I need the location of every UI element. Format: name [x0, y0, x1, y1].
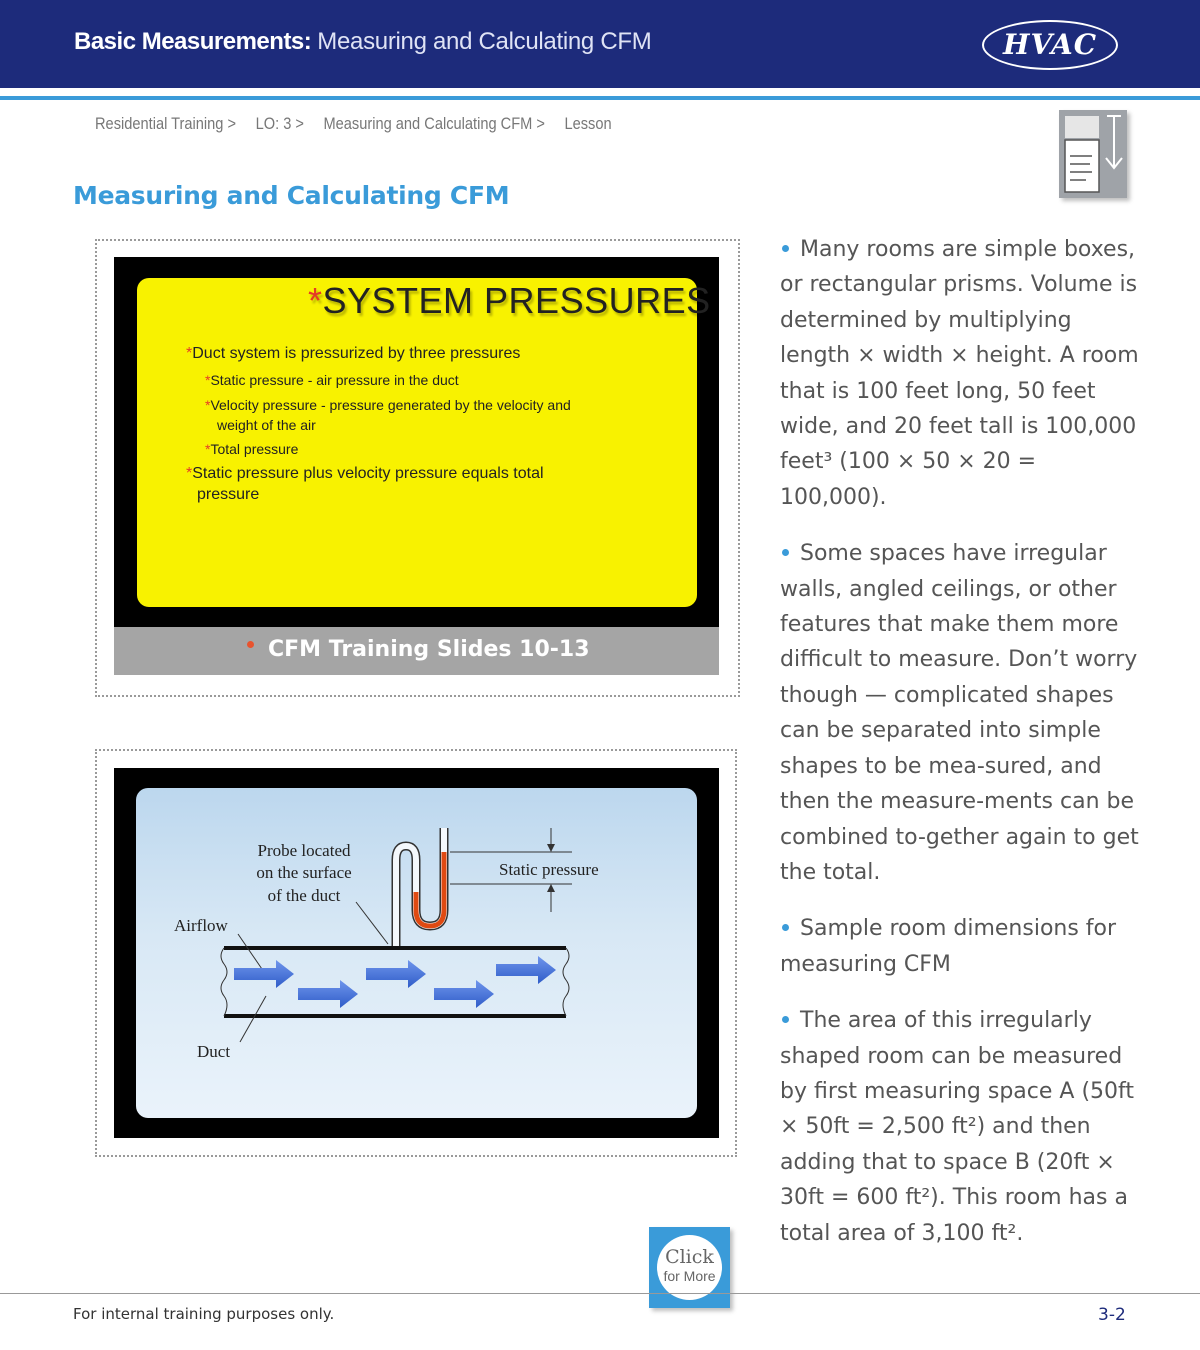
bullet-dot-icon: [782, 245, 789, 252]
static-pressure-diagram: [136, 788, 697, 1118]
page-title: Measuring and Calculating CFM: [73, 181, 510, 210]
airflow-arrows: [234, 956, 556, 1008]
lesson-paragraph-4: [780, 1003, 1140, 1251]
probe-label-line-2: on the surface: [256, 863, 352, 882]
duct-leader-line: [240, 996, 266, 1042]
duct-label: Duct: [197, 1042, 231, 1061]
manometer-tube: [396, 828, 444, 946]
breadcrumb-item-lo[interactable]: LO: 3 >: [255, 114, 304, 133]
document-scroll-glyph: [1059, 110, 1127, 198]
bullet-dot-icon: [782, 924, 789, 931]
footer-divider: [0, 1293, 1200, 1294]
probe-leader-line: [356, 902, 388, 944]
click-for-more-badge: [657, 1235, 722, 1300]
airflow-leader-line: [238, 934, 264, 972]
breadcrumb-item-residential-training[interactable]: Residential Training >: [95, 114, 237, 133]
asterisk-bullet-icon: *: [205, 372, 211, 388]
lesson-paragraph-text: Many rooms are simple boxes, or rectangular prisms. Volume is determined by multiplying length × width × height. A room that is 100 feet long, 50 feet wide, and 20 feet tall is 100,000 feet³ (100 × 50 × 20 = 100,000).: [780, 237, 1139, 510]
duct-walls: [221, 948, 569, 1016]
slide-subbullet-text: Total pressure: [210, 441, 299, 457]
static-pressure-label: Static pressure: [499, 860, 599, 879]
header-title-section: Basic Measurements:: [74, 28, 312, 55]
caption-bullet-icon: [247, 641, 254, 648]
header-title-topic: Measuring and Calculating CFM: [317, 28, 652, 55]
bullet-dot-icon: [782, 1016, 789, 1023]
footer-disclaimer: For internal training purposes only.: [73, 1305, 335, 1323]
slide-subbullet-2: [205, 397, 571, 413]
asterisk-bullet-icon: *: [186, 465, 193, 482]
asterisk-bullet-icon: *: [205, 441, 211, 457]
asterisk-bullet-icon: *: [205, 397, 211, 413]
header-divider: [0, 96, 1200, 100]
airflow-arrow-icon: [496, 956, 556, 984]
slide-caption[interactable]: CFM Training Slides 10-13: [268, 637, 590, 662]
airflow-arrow-icon: [298, 980, 358, 1008]
asterisk-bullet-icon: *: [186, 345, 193, 362]
airflow-arrow-icon: [234, 960, 294, 988]
lesson-paragraph-3: [780, 911, 1140, 982]
airflow-arrow-icon: [366, 960, 426, 988]
bullet-dot-icon: [782, 549, 789, 556]
slide-title: [308, 280, 711, 322]
breadcrumb-item-lesson: Lesson: [564, 114, 612, 133]
slide-bullet-1: [186, 345, 520, 363]
slide-subbullet-1: [205, 372, 459, 388]
header-title: [74, 28, 651, 56]
probe-label-line-1: Probe located: [257, 841, 351, 860]
breadcrumb-item-topic[interactable]: Measuring and Calculating CFM >: [323, 114, 545, 133]
airflow-label: Airflow: [174, 916, 228, 935]
lesson-paragraph-text: The area of this irregularly shaped room can be measured by first measuring space A (50ft × 50ft = 2,500 ft²) and then adding that to space B (20ft × 30ft = 600 ft²). This room has a total area of 3,100 ft².: [780, 1008, 1135, 1246]
lesson-text-column: [780, 232, 1140, 1272]
slide-subbullet-3: [205, 441, 298, 457]
lesson-paragraph-2: [780, 536, 1140, 890]
breadcrumb: [95, 114, 627, 134]
hvac-logo-text: HVAC: [1002, 28, 1097, 61]
slide-subbullet-2-cont: weight of the air: [217, 417, 316, 433]
asterisk-bullet-icon: *: [308, 280, 323, 321]
click-for-more-button[interactable]: [649, 1227, 730, 1308]
slide-bullet-2: [186, 465, 544, 483]
slide-subbullet-text: Static pressure - air pressure in the duct: [210, 372, 459, 388]
lesson-paragraph-text: Sample room dimensions for measuring CFM: [780, 916, 1117, 977]
airflow-arrow-icon: [434, 980, 494, 1008]
page-number: 3-2: [1098, 1305, 1126, 1325]
click-for-more-label-small: for More: [663, 1268, 716, 1284]
slide-bullet-2-cont: pressure: [197, 486, 260, 503]
slide-subbullet-text: Velocity pressure - pressure generated by the velocity and: [210, 397, 571, 413]
document-scroll-icon[interactable]: [1059, 110, 1127, 198]
click-for-more-label-big: Click: [665, 1246, 714, 1268]
probe-label-line-3: of the duct: [267, 886, 341, 905]
lesson-paragraph-1: [780, 232, 1140, 515]
lesson-paragraph-text: Some spaces have irregular walls, angled ceilings, or other features that make them more difficult to measure. Don’t worry though — complicated shapes can be separated into simple shapes to be mea-sured, and then the measure-ments can be combined to-gether again to get the total.: [780, 541, 1139, 885]
slide-bullet-text: Static pressure plus velocity pressure equals total: [192, 465, 544, 482]
slide-title-text: SYSTEM PRESSURES: [322, 280, 711, 321]
hvac-logo: [982, 20, 1118, 70]
slide-bullet-text: Duct system is pressurized by three pressures: [192, 345, 521, 362]
